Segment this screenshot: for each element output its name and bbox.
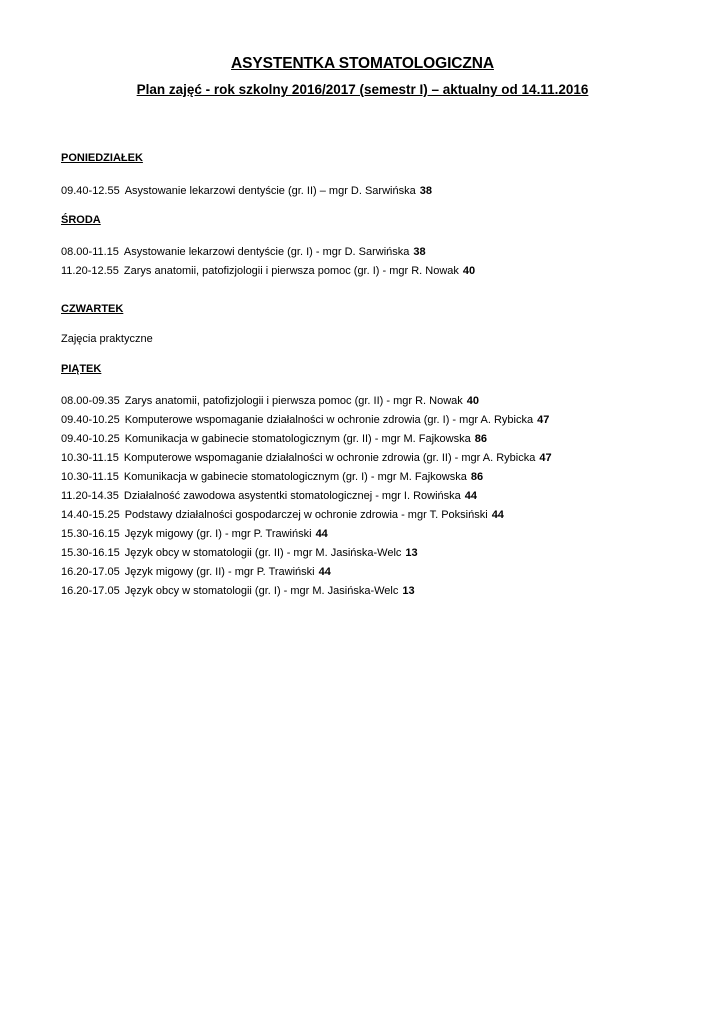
entry-text: Język obcy w stomatologii (gr. II) - mgr M. Jasińska-Welc bbox=[124, 547, 402, 559]
entry-room: 40 bbox=[466, 395, 480, 407]
page-title: ASYSTENTKA STOMATOLOGICZNA bbox=[231, 55, 494, 72]
entry-time: 11.20-12.55 bbox=[61, 265, 119, 277]
entry-text: Język migowy (gr. II) - mgr P. Trawiński bbox=[124, 566, 315, 578]
schedule-entry bbox=[61, 263, 475, 279]
entry-time: 15.30-16.15 bbox=[61, 528, 120, 540]
entry-text: Język migowy (gr. I) - mgr P. Trawiński bbox=[124, 528, 312, 540]
entry-room: 86 bbox=[470, 471, 484, 483]
entry-text: Komunikacja w gabinecie stomatologicznym (gr. II) - mgr M. Fajkowska bbox=[124, 433, 471, 445]
entry-text: Asystowanie lekarzowi dentyście (gr. I) - mgr D. Sarwińska bbox=[123, 246, 410, 258]
entry-text: Komunikacja w gabinecie stomatologicznym (gr. I) - mgr M. Fajkowska bbox=[123, 471, 467, 483]
schedule-entry bbox=[61, 583, 415, 599]
schedule-entry bbox=[61, 244, 426, 260]
schedule-entry bbox=[61, 393, 479, 409]
day-heading-monday: PONIEDZIAŁEK bbox=[61, 152, 143, 164]
day-heading-thursday: CZWARTEK bbox=[61, 303, 124, 315]
schedule-entry bbox=[61, 183, 432, 199]
entry-room: 13 bbox=[402, 585, 415, 597]
schedule-entry bbox=[61, 507, 504, 523]
schedule-entry bbox=[61, 469, 483, 485]
entry-time: 16.20-17.05 bbox=[61, 566, 120, 578]
entry-time: 08.00-11.15 bbox=[61, 246, 119, 258]
schedule-entry bbox=[61, 526, 328, 542]
entry-time: 11.20-14.35 bbox=[61, 490, 119, 502]
schedule-entry bbox=[61, 545, 418, 561]
entry-room: 13 bbox=[405, 547, 418, 559]
schedule-entry bbox=[61, 450, 552, 466]
entry-room: 47 bbox=[539, 452, 552, 464]
entry-time: 09.40-10.25 bbox=[61, 414, 120, 426]
day-heading-wednesday: ŚRODA bbox=[61, 214, 101, 226]
entry-room: 38 bbox=[419, 185, 432, 197]
entry-room: 44 bbox=[318, 566, 331, 578]
schedule-entry bbox=[61, 431, 487, 447]
entry-room: 86 bbox=[474, 433, 487, 445]
entry-text: Zarys anatomii, patofizjologii i pierwsza pomoc (gr. I) - mgr R. Nowak bbox=[123, 265, 459, 277]
schedule-note: Zajęcia praktyczne bbox=[61, 333, 153, 345]
entry-room: 47 bbox=[537, 414, 550, 426]
entry-room: 38 bbox=[413, 246, 426, 258]
entry-time: 09.40-10.25 bbox=[61, 433, 120, 445]
entry-time: 08.00-09.35 bbox=[61, 395, 120, 407]
entry-time: 09.40-12.55 bbox=[61, 185, 120, 197]
entry-text: Komputerowe wspomaganie działalności w ochronie zdrowia (gr. I) - mgr A. Rybicka bbox=[124, 414, 534, 426]
entry-text: Działalność zawodowa asystentki stomatologicznej - mgr I. Rowińska bbox=[123, 490, 461, 502]
entry-room: 44 bbox=[464, 490, 478, 502]
entry-room: 40 bbox=[462, 265, 476, 277]
entry-room: 44 bbox=[491, 509, 504, 521]
entry-time: 16.20-17.05 bbox=[61, 585, 120, 597]
entry-text: Komputerowe wspomaganie działalności w ochronie zdrowia (gr. II) - mgr A. Rybicka bbox=[123, 452, 536, 464]
entry-time: 15.30-16.15 bbox=[61, 547, 120, 559]
entry-text: Podstawy działalności gospodarczej w ochronie zdrowia - mgr T. Poksiński bbox=[124, 509, 488, 521]
entry-time: 14.40-15.25 bbox=[61, 509, 120, 521]
page-subtitle: Plan zajęć - rok szkolny 2016/2017 (semestr I) – aktualny od 14.11.2016 bbox=[136, 82, 589, 97]
entry-text: Asystowanie lekarzowi dentyście (gr. II) – mgr D. Sarwińska bbox=[124, 185, 416, 197]
schedule-entry bbox=[61, 564, 331, 580]
entry-time: 10.30-11.15 bbox=[61, 471, 119, 483]
entry-room: 44 bbox=[315, 528, 328, 540]
schedule-entry bbox=[61, 488, 477, 504]
schedule-entry bbox=[61, 412, 549, 428]
entry-time: 10.30-11.15 bbox=[61, 452, 119, 464]
entry-text: Zarys anatomii, patofizjologii i pierwsza pomoc (gr. II) - mgr R. Nowak bbox=[124, 395, 463, 407]
entry-text: Język obcy w stomatologii (gr. I) - mgr M. Jasińska-Welc bbox=[124, 585, 399, 597]
day-heading-friday: PIĄTEK bbox=[61, 363, 102, 375]
